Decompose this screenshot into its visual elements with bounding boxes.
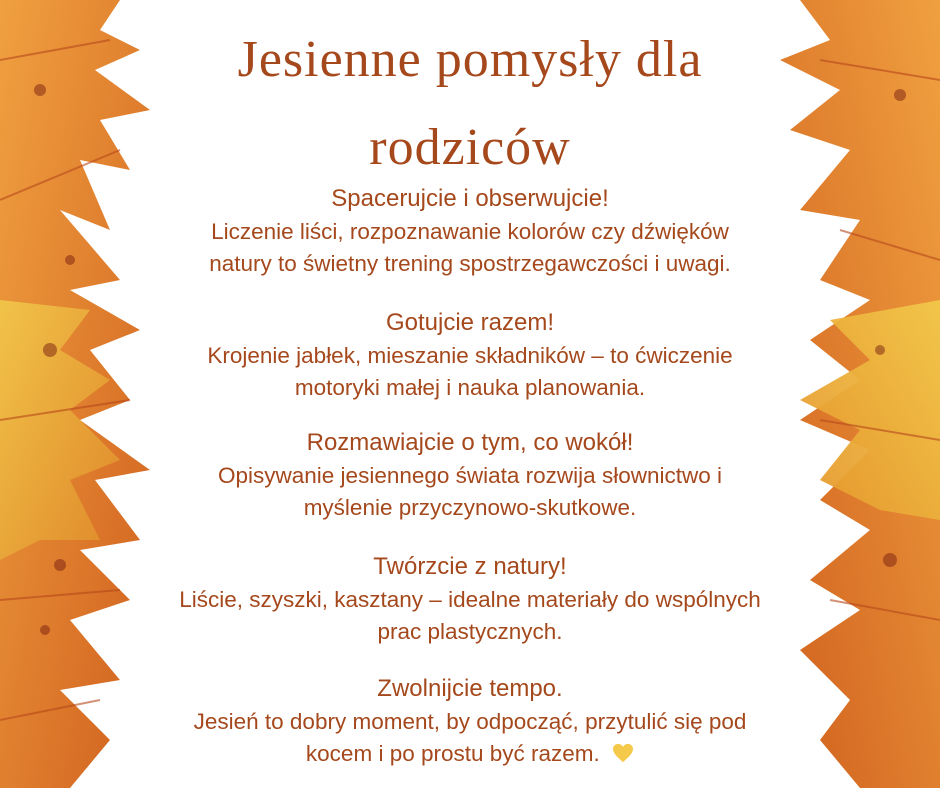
tip-text-line: Liście, szyszki, kasztany – idealne materiały do wspólnych [179,587,761,612]
tip-slow-down [100,672,840,772]
tip-heading: Zwolnijcie tempo. [377,675,563,702]
tip-text-line: natury to świetny trening spostrzegawczości i uwagi. [209,251,731,276]
tip-heading: Gotujcie razem! [385,309,555,336]
tip-walk-observe [100,182,840,280]
page-title-line-2: rodziców [369,119,571,176]
tip-text-line: Liczenie liści, rozpoznawanie kolorów czy dźwięków [211,219,729,244]
tip-heading: Twórzcie z natury! [373,553,567,580]
tip-heading: Spacerujcie i obserwujcie! [331,185,609,212]
tip-text-line: Opisywanie jesiennego świata rozwija słownictwo i [218,463,722,488]
tip-text-line: Jesień to dobry moment, by odpocząć, przytulić się pod [193,709,747,734]
tip-text-line: motoryki małej i nauka planowania. [294,375,646,400]
yellow-heart-icon [612,740,634,772]
tip-text-line: myślenie przyczynowo-skutkowe. [303,495,637,520]
page-title-line-1: Jesienne pomysły dla [237,31,703,88]
tip-heading: Rozmawiajcie o tym, co wokół! [306,429,634,456]
tip-create-from-nature [100,550,840,648]
tip-text-line-with-heart [100,738,840,772]
tip-cook-together [100,306,840,404]
tip-text-line: prac plastycznych. [377,619,563,644]
tip-text-line: kocem i po prostu być razem. [305,741,600,766]
tip-text-line: Krojenie jabłek, mieszanie składników – to ćwiczenie [207,343,733,368]
tip-talk-about [100,426,840,524]
content-panel [100,0,840,788]
